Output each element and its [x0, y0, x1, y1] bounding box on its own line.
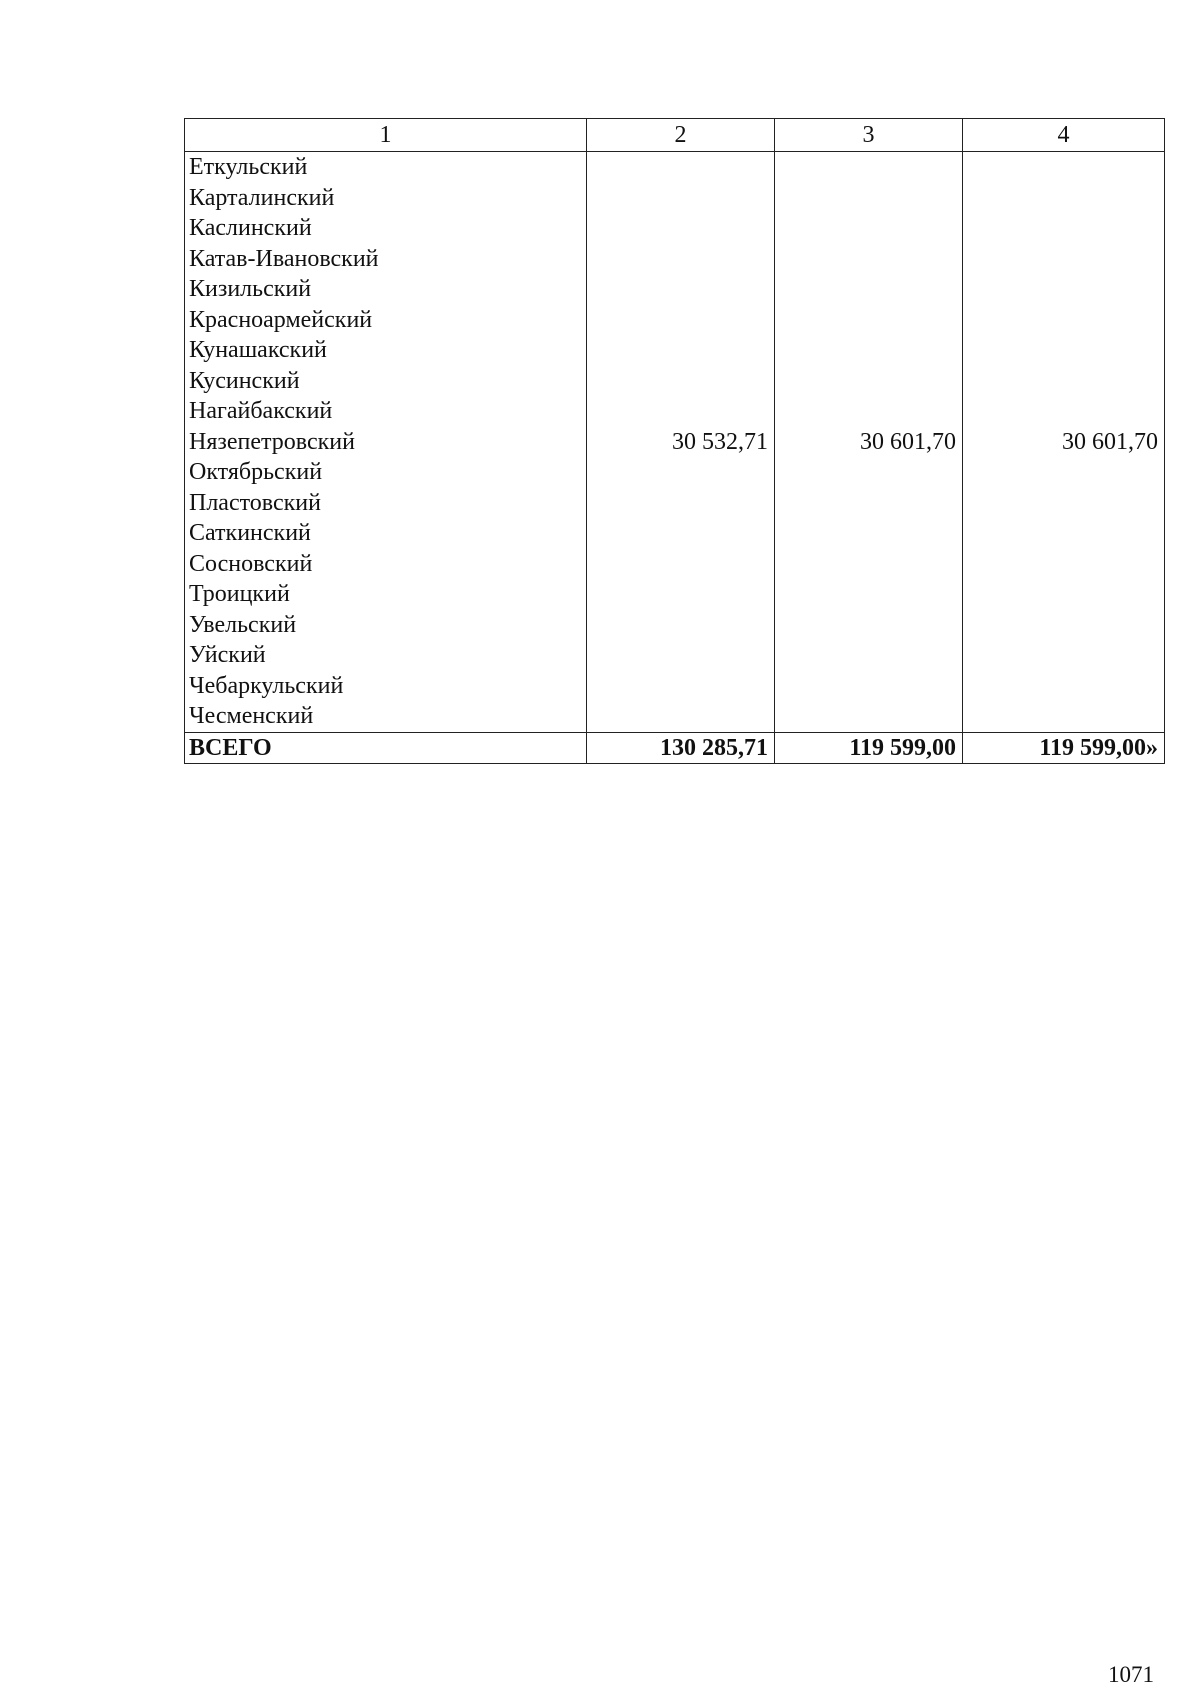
header-col-2: 2	[587, 119, 775, 152]
district-name: Еткульский	[185, 152, 587, 183]
district-name: Нагайбакский	[185, 396, 587, 427]
district-name: Красноармейский	[185, 305, 587, 336]
district-name: Пластовский	[185, 488, 587, 519]
total-label: ВСЕГО	[185, 732, 587, 763]
district-name: Нязепетровский	[185, 427, 587, 458]
shared-value-col3: 30 601,70	[775, 152, 963, 733]
header-col-4: 4	[963, 119, 1165, 152]
district-name: Увельский	[185, 610, 587, 641]
total-value-col3: 119 599,00	[775, 732, 963, 763]
allocation-table	[184, 118, 1165, 764]
header-col-3: 3	[775, 119, 963, 152]
total-value-col4: 119 599,00»	[963, 732, 1165, 763]
district-name: Уйский	[185, 640, 587, 671]
district-name: Катав-Ивановский	[185, 244, 587, 275]
shared-value-col2: 30 532,71	[587, 152, 775, 733]
district-name: Кусинский	[185, 366, 587, 397]
table-body	[185, 152, 1165, 764]
table-header	[185, 119, 1165, 152]
shared-value-col4: 30 601,70	[963, 152, 1165, 733]
district-name: Кунашакский	[185, 335, 587, 366]
district-name: Каслинский	[185, 213, 587, 244]
district-name: Карталинский	[185, 183, 587, 214]
district-name: Кизильский	[185, 274, 587, 305]
district-name: Сосновский	[185, 549, 587, 580]
header-col-1: 1	[185, 119, 587, 152]
district-name: Чесменский	[185, 701, 587, 732]
table-row	[185, 152, 1165, 183]
district-name: Саткинский	[185, 518, 587, 549]
district-name: Троицкий	[185, 579, 587, 610]
header-row	[185, 119, 1165, 152]
page-number: 1071	[1108, 1662, 1154, 1687]
district-name: Чебаркульский	[185, 671, 587, 702]
total-row	[185, 732, 1165, 763]
total-value-col2: 130 285,71	[587, 732, 775, 763]
district-name: Октябрьский	[185, 457, 587, 488]
